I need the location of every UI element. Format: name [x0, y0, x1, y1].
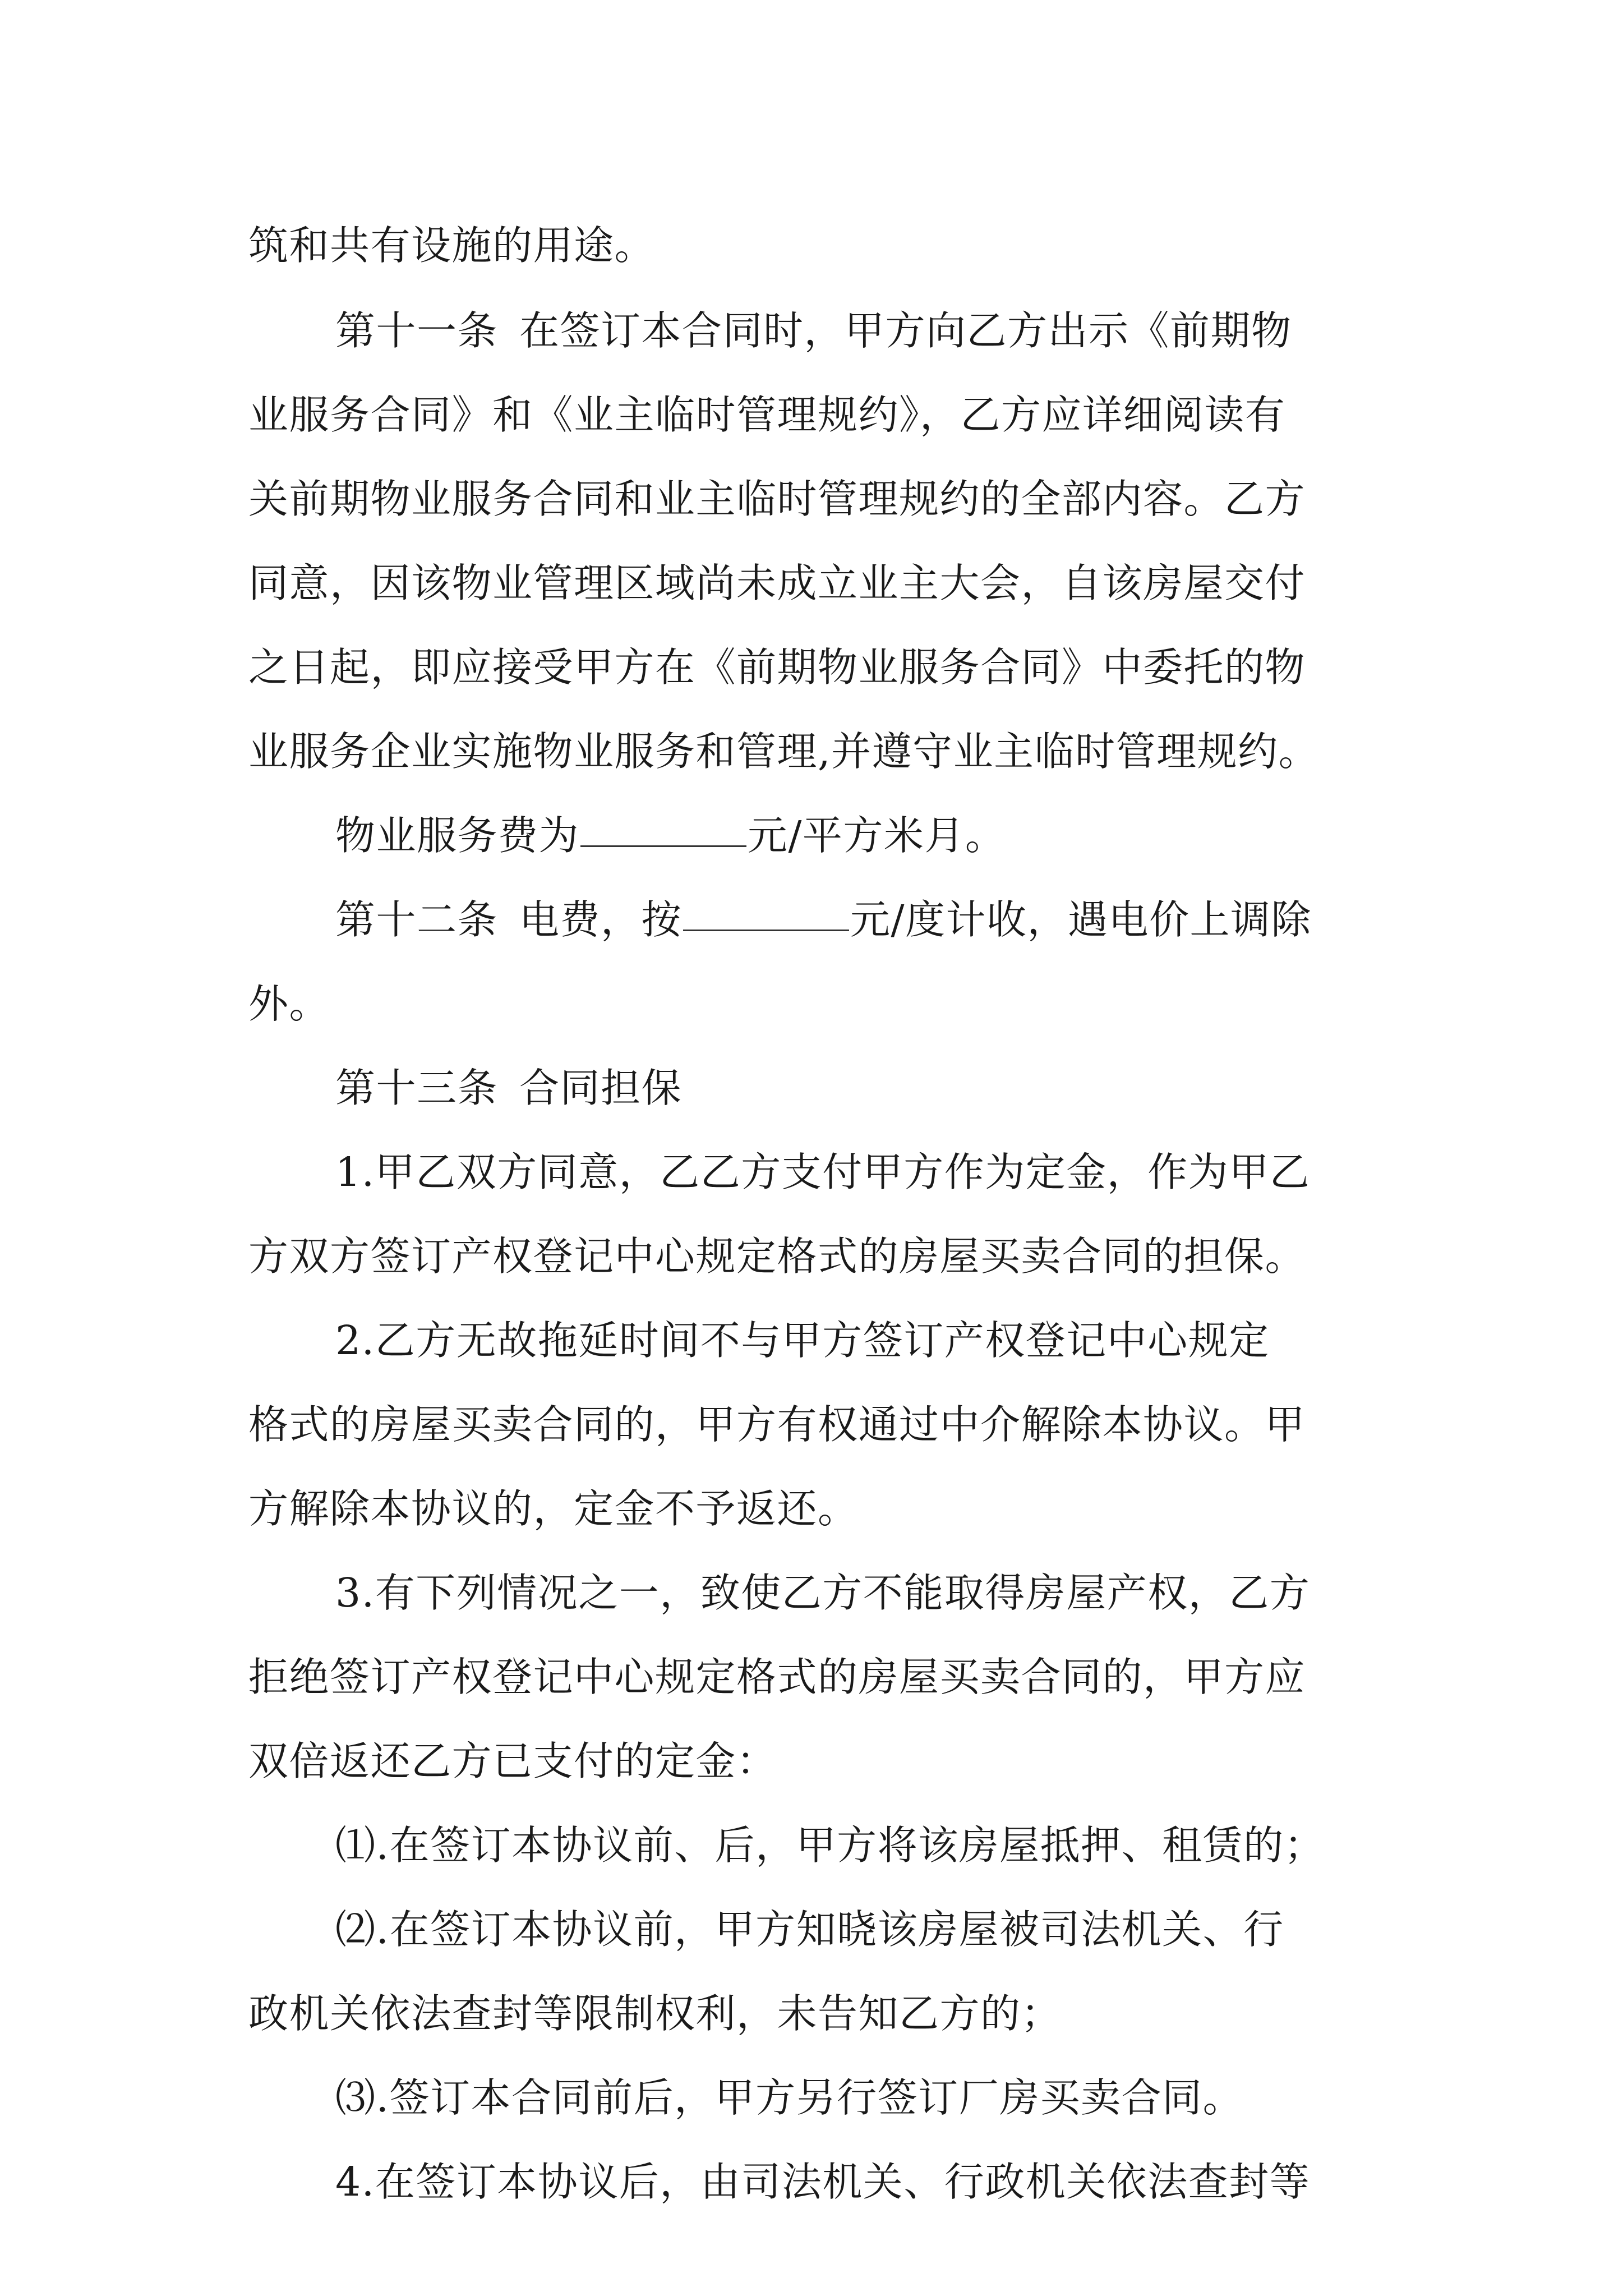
article-11-text: 在签订本合同时，甲方向乙方出示《前期物: [519, 307, 1292, 354]
item-1-line-2: 方双方签订产权登记中心规定格式的房屋买卖合同的担保。: [248, 1233, 1306, 1280]
paragraph-line: 筑和共有设施的用途。: [248, 222, 656, 269]
article-11-line-6: 业服务企业实施物业服务和管理,并遵守业主临时管理规约。: [248, 728, 1320, 775]
article-11-line-1: [335, 289, 1390, 373]
item-4-line-1: 4.在签订本协议后，由司法机关、行政机关依法查封等: [335, 2159, 1311, 2205]
sub-item-3-line-1: ⑶.签订本合同前后，甲方另行签订厂房买卖合同。: [335, 2074, 1244, 2121]
item-3-line-3: 双倍返还乙方已支付的定金：: [248, 1738, 777, 1784]
article-12-line-2: 外。: [248, 981, 330, 1027]
sub-item-2-line-2: 政机关依法查封等限制权利，未告知乙方的；: [248, 1990, 1062, 2037]
sub-item-2-line-1: ⑵.在签订本协议前，甲方知晓该房屋被司法机关、行: [335, 1906, 1284, 1953]
item-3-line-2: 拒绝签订产权登记中心规定格式的房屋买卖合同的，甲方应: [248, 1654, 1306, 1700]
property-fee-line: [335, 794, 1390, 878]
property-fee-unit: 元/平方米月。: [748, 812, 1006, 859]
article-11-line-2: 业服务合同》和《业主临时管理规约》，乙方应详细阅读有: [248, 392, 1286, 438]
article-13-title: 第十三条: [335, 1065, 499, 1111]
sub-item-1-line-1: ⑴.在签订本协议前、后，甲方将该房屋抵押、租赁的；: [335, 1822, 1325, 1869]
electricity-fee-blank[interactable]: [683, 929, 849, 931]
article-13-subject: 合同担保: [519, 1065, 683, 1111]
electricity-fee-unit: 元/度计收，遇电价上调除: [850, 896, 1312, 943]
item-2-line-1: 2.乙方无故拖延时间不与甲方签订产权登记中心规定: [335, 1317, 1270, 1364]
item-2-line-3: 方解除本协议的，定金不予返还。: [248, 1485, 859, 1532]
article-12-title: 第十二条: [335, 896, 499, 943]
article-12-line-1: [335, 878, 1390, 962]
article-11-line-3: 关前期物业服务合同和业主临时管理规约的全部内容。乙方: [248, 476, 1306, 522]
property-fee-blank[interactable]: [580, 845, 746, 847]
item-3-line-1: 3.有下列情况之一，致使乙方不能取得房屋产权，乙方: [335, 1570, 1311, 1616]
item-1-line-1: 1.甲乙双方同意，乙乙方支付甲方作为定金，作为甲乙: [335, 1149, 1311, 1195]
property-fee-label: 物业服务费为: [335, 812, 580, 859]
article-11-line-4: 同意，因该物业管理区域尚未成立业主大会，自该房屋交付: [248, 560, 1306, 606]
item-2-line-2: 格式的房屋买卖合同的，甲方有权通过中介解除本协议。甲: [248, 1401, 1306, 1448]
article-11-line-5: 之日起，即应接受甲方在《前期物业服务合同》中委托的物: [248, 644, 1306, 691]
article-11-title: 第十一条: [335, 307, 499, 354]
electricity-fee-label: 电费，按: [519, 896, 683, 943]
article-13-heading: [335, 1046, 1390, 1130]
